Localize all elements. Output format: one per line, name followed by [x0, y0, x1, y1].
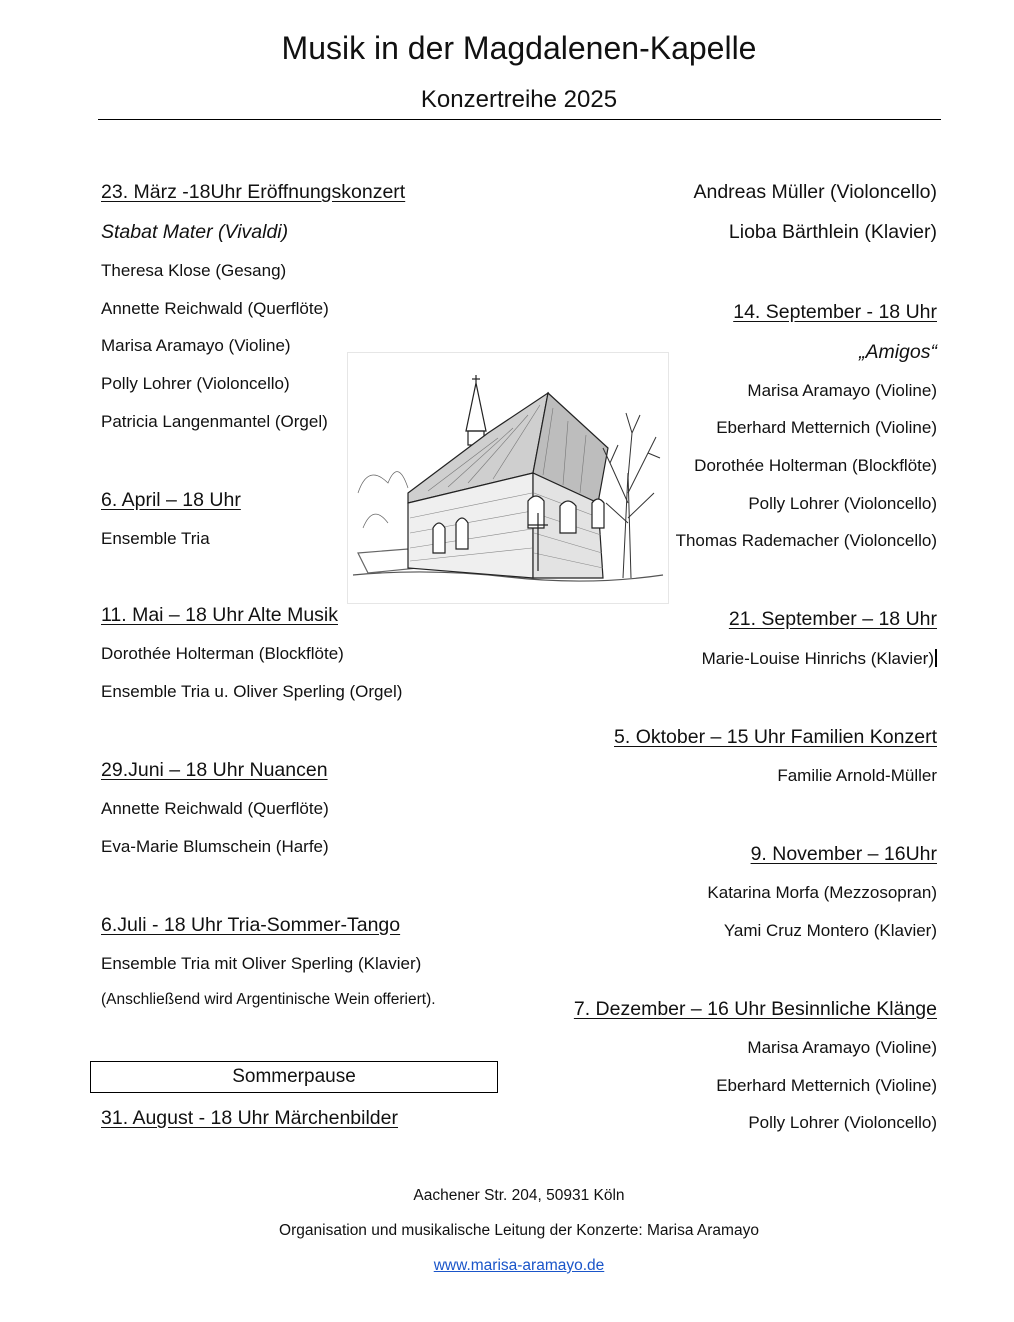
- concert-work-stabat-mater: Stabat Mater (Vivaldi): [101, 221, 289, 243]
- concert-heading-oktober: 5. Oktober – 15 Uhr Familien Konzert: [614, 726, 937, 748]
- performer: Theresa Klose (Gesang): [101, 261, 287, 280]
- concert-work-amigos: „Amigos“: [858, 341, 937, 363]
- chapel-sketch-illustration: [347, 352, 669, 604]
- performer: Eberhard Metternich (Violine): [716, 1076, 937, 1095]
- summer-break-box: Sommerpause: [90, 1061, 498, 1093]
- performer: Eva-Marie Blumschein (Harfe): [101, 837, 329, 856]
- concert-heading-august: 31. August - 18 Uhr Märchenbilder: [101, 1107, 398, 1129]
- header-divider: [98, 119, 941, 120]
- concert-heading-juli: 6.Juli - 18 Uhr Tria-Sommer-Tango: [101, 914, 401, 936]
- performer: Polly Lohrer (Violoncello): [101, 374, 290, 393]
- concert-heading-maerz: 23. März -18Uhr Eröffnungskonzert: [101, 181, 406, 203]
- concert-heading-14-september: 14. September - 18 Uhr: [733, 301, 937, 323]
- footer-address: Aachener Str. 204, 50931 Köln: [413, 1187, 625, 1204]
- performer: Annette Reichwald (Querflöte): [101, 799, 329, 818]
- performer: Yami Cruz Montero (Klavier): [723, 921, 937, 940]
- page-title: Musik in der Magdalenen-Kapelle: [281, 30, 757, 66]
- concert-heading-april: 6. April – 18 Uhr: [101, 489, 241, 511]
- concert-heading-november: 9. November – 16Uhr: [750, 843, 937, 865]
- concert-heading-dezember: 7. Dezember – 16 Uhr Besinnliche Klänge: [573, 998, 937, 1020]
- performer: Polly Lohrer (Violoncello): [748, 494, 937, 513]
- performer: Familie Arnold-Müller: [777, 766, 937, 785]
- performer: Eberhard Metternich (Violine): [716, 418, 937, 437]
- performer: Annette Reichwald (Querflöte): [101, 299, 329, 318]
- performer: Dorothée Holterman (Blockflöte): [101, 644, 344, 663]
- footer-website-line: [0, 1257, 1014, 1275]
- performer: Andreas Müller (Violoncello): [693, 181, 937, 203]
- performer: Marisa Aramayo (Violine): [747, 381, 937, 400]
- performer: Katarina Morfa (Mezzosopran): [707, 883, 937, 902]
- footer-organisation: Organisation und musikalische Leitung der Konzerte: Marisa Aramayo: [279, 1222, 759, 1239]
- performer: Patricia Langenmantel (Orgel): [101, 412, 328, 431]
- performer: Ensemble Tria mit Oliver Sperling (Klavier): [101, 954, 422, 973]
- performer: Ensemble Tria: [101, 529, 210, 548]
- website-link[interactable]: www.marisa-aramayo.de: [433, 1257, 605, 1274]
- concert-heading-juni: 29.Juni – 18 Uhr Nuancen: [101, 759, 328, 781]
- page-subtitle: Konzertreihe 2025: [420, 86, 618, 113]
- concert-heading-mai: 11. Mai – 18 Uhr Alte Musik: [101, 604, 338, 626]
- concert-note: (Anschließend wird Argentinische Wein offeriert).: [101, 991, 436, 1008]
- performer: Lioba Bärthlein (Klavier): [728, 221, 937, 243]
- performer: Thomas Rademacher (Violoncello): [675, 531, 937, 550]
- performer: Marie-Louise Hinrichs (Klavier): [702, 649, 937, 669]
- concert-heading-21-september: 21. September – 18 Uhr: [728, 608, 937, 630]
- performer: Ensemble Tria u. Oliver Sperling (Orgel): [101, 682, 403, 701]
- performer: Dorothée Holterman (Blockflöte): [694, 456, 937, 475]
- performer: Polly Lohrer (Violoncello): [748, 1113, 937, 1132]
- text-cursor: [935, 649, 937, 667]
- performer: Marisa Aramayo (Violine): [101, 336, 291, 355]
- performer: Marisa Aramayo (Violine): [747, 1038, 937, 1057]
